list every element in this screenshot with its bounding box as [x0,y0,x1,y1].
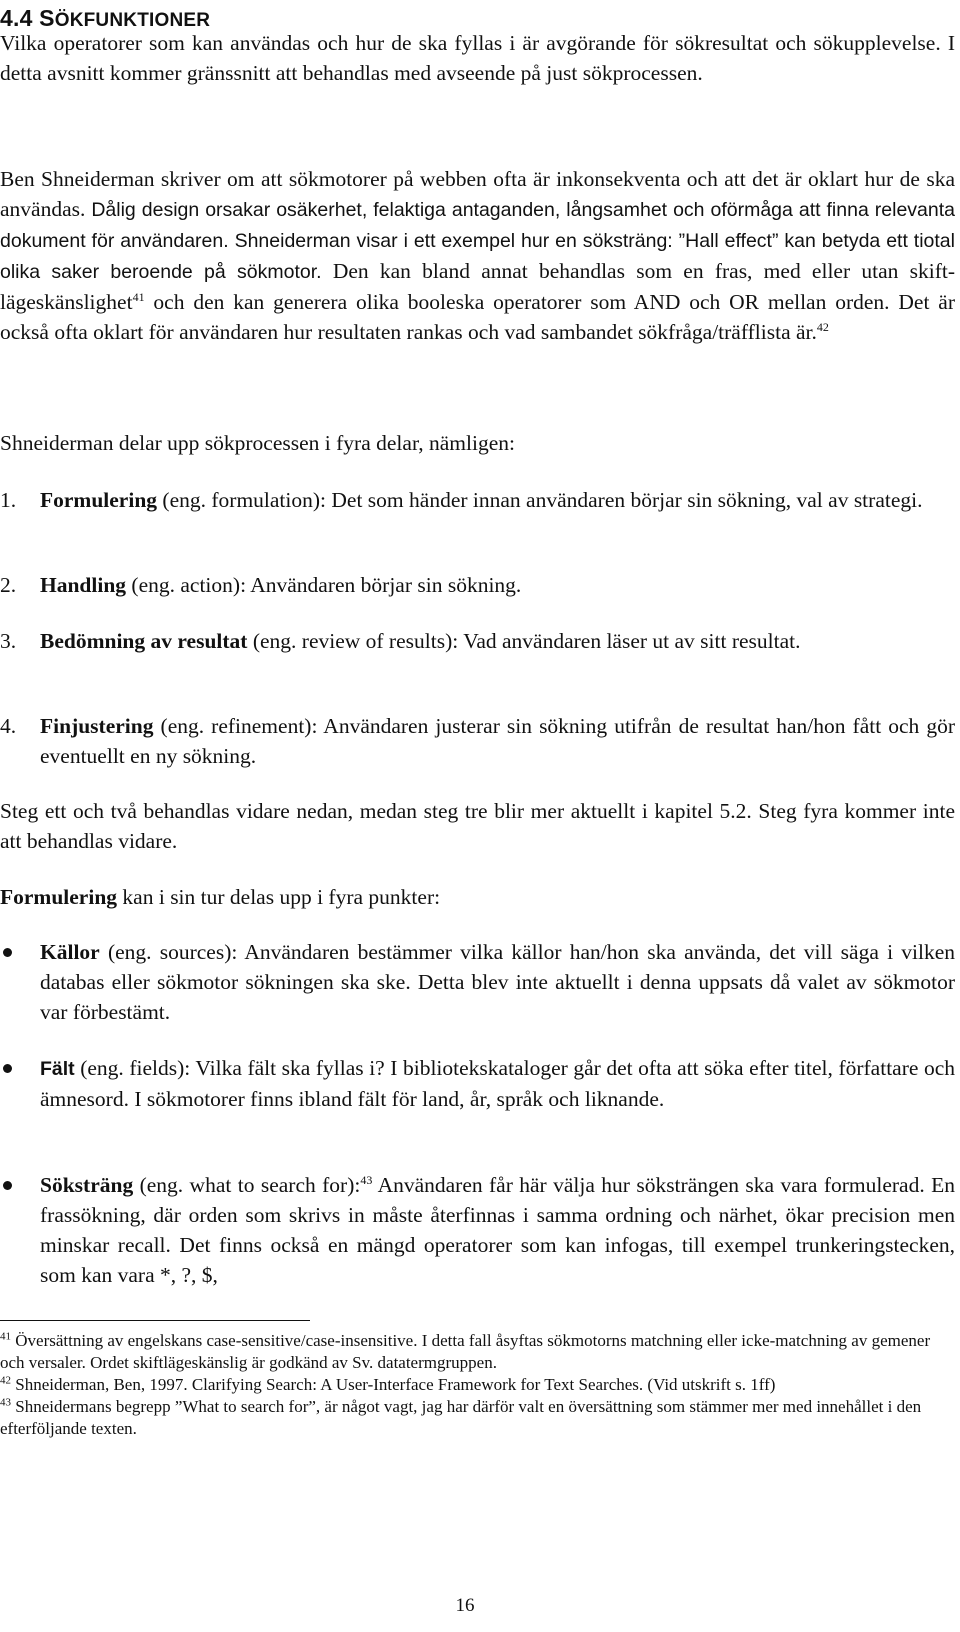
bullet-description: (eng. what to search for): [139,1173,361,1197]
step-item [0,570,955,600]
step-item [0,626,955,656]
bullet-icon [3,1064,12,1073]
bullet-description-cont: Användaren får här välja hur söksträngen ska vara formulerad. En frassökning, där orden som skrivs in måste återfinnas i samma ordning och närhet, ökar precision men minskar recall. Det finns också en mängd operatorer som kan infogas, till exempel trunkeringstecken, som kan vara *, ?, $, [40,1173,955,1287]
formulering-term: Formulering [0,885,118,909]
footnote-text: Översättning av engelskans case-sensitive/case-insensitive. I detta fall åsyftas sökmotorns matchning eller icke-matchning av gemener och versaler. Ordet skiftlägeskänslig är godkänd av Sv. datatermgruppen. [0,1331,931,1372]
step-item [0,711,955,771]
paragraph-part-3: Den kan bland annat behandlas som en fras, med eller utan skift-lägeskänslighet [0,259,956,314]
bullet-term: Söksträng [40,1173,134,1197]
bullet-term: Källor [40,940,100,964]
footnote-text: Shneidermans begrepp ”What to search for”, är något vagt, jag har därför valt en översättning som stämmer mer med innehållet i den efterföljande texten. [0,1397,922,1438]
bullet-icon [3,1181,12,1190]
footnote-number: 41 [0,1330,11,1343]
step-description: (eng. refinement): Användaren justerar sin sökning utifrån de resultat han/hon fått och gör eventuellt en ny sökning. [40,714,956,768]
step-number: 1. [0,488,17,512]
step-term: Bedömning av resultat [40,629,248,653]
intro-paragraph: Vilka operatorer som kan användas och hur de ska fyllas i är avgörande för sökresultat och sökupplevelse. I detta avsnitt kommer gränssnitt att behandlas med avseende på just sökprocessen. [0,31,955,85]
footnote-ref-43[interactable]: 43 [360,1172,373,1187]
bullet-item [0,1170,955,1290]
formulering-intro [0,882,955,912]
step-term: Handling [40,573,127,597]
footnote-number: 43 [0,1396,11,1409]
step-description: (eng. action): Användaren börjar sin sökning. [131,573,522,597]
heading-rest: ÖKFUNKTIONER [54,10,211,31]
footnotes [0,1330,955,1440]
heading-first-letter: S [39,5,55,31]
page-number: 16 [455,1595,475,1616]
bullet-item [0,1053,955,1114]
step-item [0,485,955,515]
bullet-icon [3,948,12,957]
after-steps-paragraph: Steg ett och två behandlas vidare nedan, medan steg tre blir mer aktuellt i kapitel 5.2. Steg fyra kommer inte att behandlas vidare. [0,799,955,853]
step-description: (eng. formulation): Det som händer innan användaren börjar sin sökning, val av strategi. [162,488,923,512]
footnote-separator [0,1320,310,1321]
bullet-description: (eng. sources): Användaren bestämmer vilka källor han/hon ska använda, det vill säga i vilken databas eller sökmotor sökningen ska ske. Detta blev inte aktuellt i denna uppsats då valet av sökmotor var förbestämt. [40,940,956,1024]
bullet-item [0,937,955,1027]
bullet-description: (eng. fields): Vilka fält ska fyllas i? I bibliotekskataloger går det ofta att söka efter titel, författare och ämnesord. I sökmotorer finns ibland fält för land, år, språk och liknande. [40,1056,956,1111]
footnote-ref-42[interactable]: 42 [816,319,829,334]
paragraph-part-1: Ben Shneiderman skriver om att sökmotorer på webben ofta är inkonsekventa och att det är oklart hur de ska användas. [0,167,955,221]
shneiderman-paragraph [0,164,955,347]
step-number: 4. [0,714,17,738]
step-number: 3. [0,629,17,653]
paragraph-part-2: Dålig design orsakar osäkerhet, felaktiga antaganden, långsamhet och oförmåga att finna relevanta dokument för användaren. Shneiderman visar i ett exempel hur en söksträng: ”Hall effect” kan betyda ett tiotal olika saker beroende på sökmotor. [0,199,956,283]
bullet-term: Fält [40,1058,75,1080]
footnote-ref-41[interactable]: 41 [132,289,145,304]
list-intro: Shneiderman delar upp sökprocessen i fyra delar, nämligen: [0,431,515,455]
footnote-number: 42 [0,1374,11,1387]
section-number: 4.4 [0,5,33,31]
footnote-41 [0,1330,955,1374]
footnote-text: Shneiderman, Ben, 1997. Clarifying Search: A User-Interface Framework for Text Searches. (Vid utskrift s. 1ff) [15,1375,776,1394]
step-number: 2. [0,573,17,597]
footnote-42 [0,1374,955,1396]
step-term: Formulering [40,488,158,512]
step-term: Finjustering [40,714,154,738]
paragraph-part-4: och den kan generera olika booleska operatorer som AND och OR mellan orden. Det är också ofta oklart för användaren hur resultaten rankas och vad sambandet sökfråga/träfflista är. [0,290,955,344]
step-description: (eng. review of results): Vad användaren läser ut av sitt resultat. [252,629,801,653]
footnote-43 [0,1396,955,1440]
formulering-rest: kan i sin tur delas upp i fyra punkter: [122,885,441,909]
